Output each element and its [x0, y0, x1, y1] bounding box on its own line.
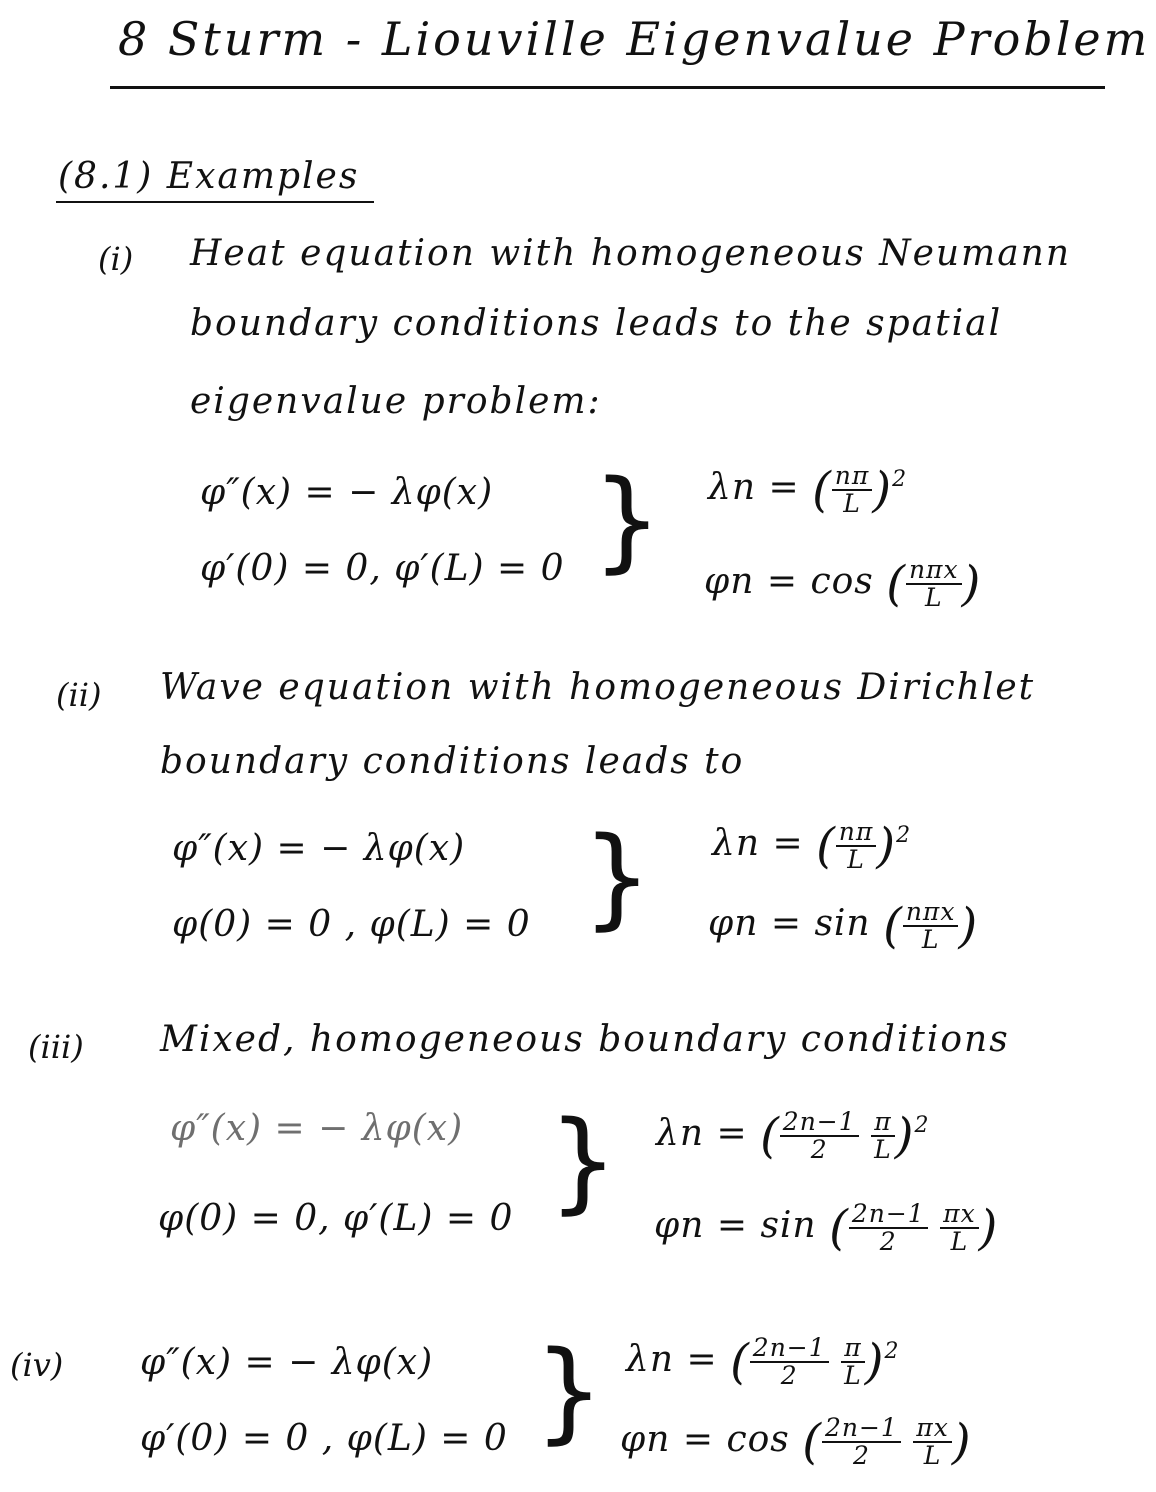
eigenvalue-fraction: $\frac{n\pi}{L}$	[832, 463, 873, 518]
item-i-ode: φ″(x) = − λφ(x)	[200, 472, 494, 513]
eigenfunction-lhs: φn = sin	[708, 903, 871, 944]
item-label-ii: (ii)	[56, 676, 102, 714]
eigenfunction-fraction: $\frac{2n-1}{2}$	[822, 1415, 901, 1470]
item-i-boundary-conditions: φ′(0) = 0, φ′(L) = 0	[200, 548, 565, 589]
item-iii-text-line: Mixed, homogeneous boundary conditions	[160, 1019, 1010, 1060]
item-iv-boundary-conditions: φ′(0) = 0 , φ(L) = 0	[140, 1418, 508, 1459]
page-title: 8 Sturm - Liouville Eigenvalue Problem	[118, 12, 1151, 66]
item-iii-boundary-conditions: φ(0) = 0, φ′(L) = 0	[158, 1198, 514, 1239]
eigenvalue-exponent: 2	[892, 467, 908, 492]
eigenvalue-lhs: λn =	[626, 1339, 718, 1380]
eigenfunction-lhs: φn = cos	[620, 1419, 790, 1460]
curly-brace: }	[534, 1327, 604, 1455]
item-i-text-line: eigenvalue problem:	[190, 381, 602, 422]
item-iii-eigenvalue: λn = ( $\frac{2n-1}{2}$ $\frac{\pi}{L}$ )$^2$	[656, 1106, 930, 1164]
eigenvalue-lhs: λn =	[708, 467, 800, 508]
curly-brace: }	[548, 1097, 618, 1225]
eigenvalue-fraction: $\frac{\pi}{L}$	[871, 1109, 895, 1164]
eigenvalue-exponent: 2	[914, 1113, 930, 1138]
curly-brace: }	[582, 813, 652, 941]
eigenfunction-fraction: $\frac{2n-1}{2}$	[849, 1201, 928, 1256]
item-iii-eigenfunction: φn = sin ( $\frac{2n-1}{2}$ $\frac{\pi x}{L}$ )	[654, 1198, 999, 1256]
item-ii-ode: φ″(x) = − λφ(x)	[172, 828, 466, 869]
item-iv-eigenfunction: φn = cos ( $\frac{2n-1}{2}$ $\frac{\pi x}{L}$ )	[620, 1412, 972, 1470]
title-underline	[110, 86, 1105, 89]
item-i-text-line: boundary conditions leads to the spatial	[190, 303, 1003, 344]
eigenvalue-lhs: λn =	[712, 823, 804, 864]
eigenvalue-fraction: $\frac{n\pi}{L}$	[836, 819, 877, 874]
eigenvalue-fraction: $\frac{\pi}{L}$	[841, 1335, 865, 1390]
item-i-eigenvalue: λn = ( $\frac{n\pi}{L}$ )$^2$	[708, 460, 908, 518]
item-label-iv: (iv)	[10, 1346, 64, 1384]
eigenfunction-lhs: φn = cos	[704, 561, 874, 602]
eigenfunction-lhs: φn = sin	[654, 1205, 817, 1246]
item-label-iii: (iii)	[28, 1028, 84, 1066]
section-heading: (8.1) Examples	[58, 156, 360, 197]
eigenfunction-fraction: $\frac{\pi x}{L}$	[913, 1415, 952, 1470]
item-iv-ode: φ″(x) = − λφ(x)	[140, 1342, 434, 1383]
eigenvalue-fraction: $\frac{2n-1}{2}$	[750, 1335, 829, 1390]
eigenfunction-fraction: $\frac{\pi x}{L}$	[940, 1201, 979, 1256]
eigenvalue-lhs: λn =	[656, 1113, 748, 1154]
eigenvalue-fraction: $\frac{2n-1}{2}$	[780, 1109, 859, 1164]
eigenfunction-fraction: $\frac{\text{nπx}}{L}$	[906, 557, 962, 612]
item-iv-eigenvalue: λn = ( $\frac{2n-1}{2}$ $\frac{\pi}{L}$ )$^2$	[626, 1332, 900, 1390]
item-iii-ode: φ″(x) = − λφ(x)	[170, 1108, 464, 1149]
eigenvalue-exponent: 2	[884, 1339, 900, 1364]
item-ii-text-line: boundary conditions leads to	[160, 741, 745, 782]
item-label-i: (i)	[98, 240, 134, 278]
item-ii-eigenvalue: λn = ( $\frac{n\pi}{L}$ )$^2$	[712, 816, 912, 874]
item-ii-eigenfunction: φn = sin ( $\frac{\text{nπx}}{L}$ )	[708, 896, 979, 954]
section-heading-underline	[56, 201, 374, 203]
item-i-text-line: Heat equation with homogeneous Neumann	[190, 233, 1072, 274]
eigenfunction-fraction: $\frac{\text{nπx}}{L}$	[903, 899, 959, 954]
item-i-eigenfunction: φn = cos ( $\frac{\text{nπx}}{L}$ )	[704, 554, 982, 612]
item-ii-boundary-conditions: φ(0) = 0 , φ(L) = 0	[172, 904, 531, 945]
curly-brace: }	[592, 456, 662, 584]
eigenvalue-exponent: 2	[896, 823, 912, 848]
item-ii-text-line: Wave equation with homogeneous Dirichlet	[160, 667, 1036, 708]
